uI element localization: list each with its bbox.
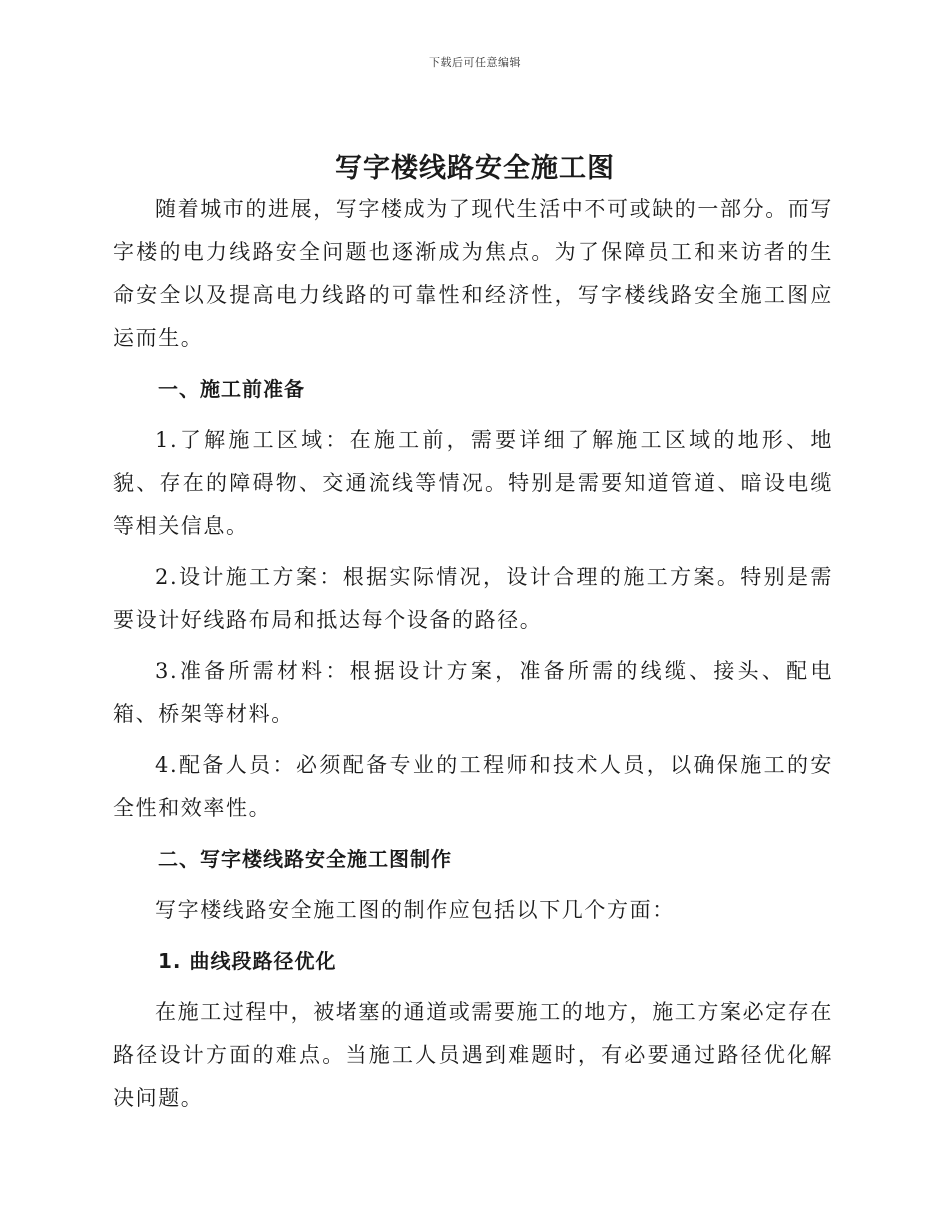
- document-body: [113, 188, 833, 1120]
- section-heading-preparation: 一、施工前准备: [158, 377, 305, 401]
- document-title: 写字楼线路安全施工图: [335, 153, 615, 184]
- prep-item-2: 2.设计施工方案：根据实际情况，设计合理的施工方案。特别是需要设计好线路布局和抵达每个设备的路径。: [113, 565, 833, 632]
- prep-item-4: 4.配备人员：必须配备专业的工程师和技术人员，以确保施工的安全性和效率性。: [113, 753, 833, 820]
- subsection-heading-path-optimization: 1. 曲线段路径优化: [158, 949, 337, 973]
- prep-item-1: 1.了解施工区域：在施工前，需要详细了解施工区域的地形、地貌、存在的障碍物、交通流线等情况。特别是需要知道管道、暗设电缆等相关信息。: [113, 428, 833, 538]
- path-optimization-paragraph: 在施工过程中，被堵塞的通道或需要施工的地方，施工方案必定存在路径设计方面的难点。当施工人员遇到难题时，有必要通过路径优化解决问题。: [113, 1000, 833, 1110]
- intro-paragraph: 随着城市的进展，写字楼成为了现代生活中不可或缺的一部分。而写字楼的电力线路安全问题也逐渐成为焦点。为了保障员工和来访者的生命安全以及提高电力线路的可靠性和经济性，写字楼线路安全施工图应运而生。: [113, 197, 833, 350]
- drawing-lead-paragraph: 写字楼线路安全施工图的制作应包括以下几个方面：: [155, 898, 675, 922]
- prep-item-3: 3.准备所需材料：根据设计方案，准备所需的线缆、接头、配电箱、桥架等材料。: [113, 659, 833, 726]
- section-heading-drawing: 二、写字楼线路安全施工图制作: [158, 847, 452, 871]
- header-note: 下载后可任意编辑: [429, 56, 521, 69]
